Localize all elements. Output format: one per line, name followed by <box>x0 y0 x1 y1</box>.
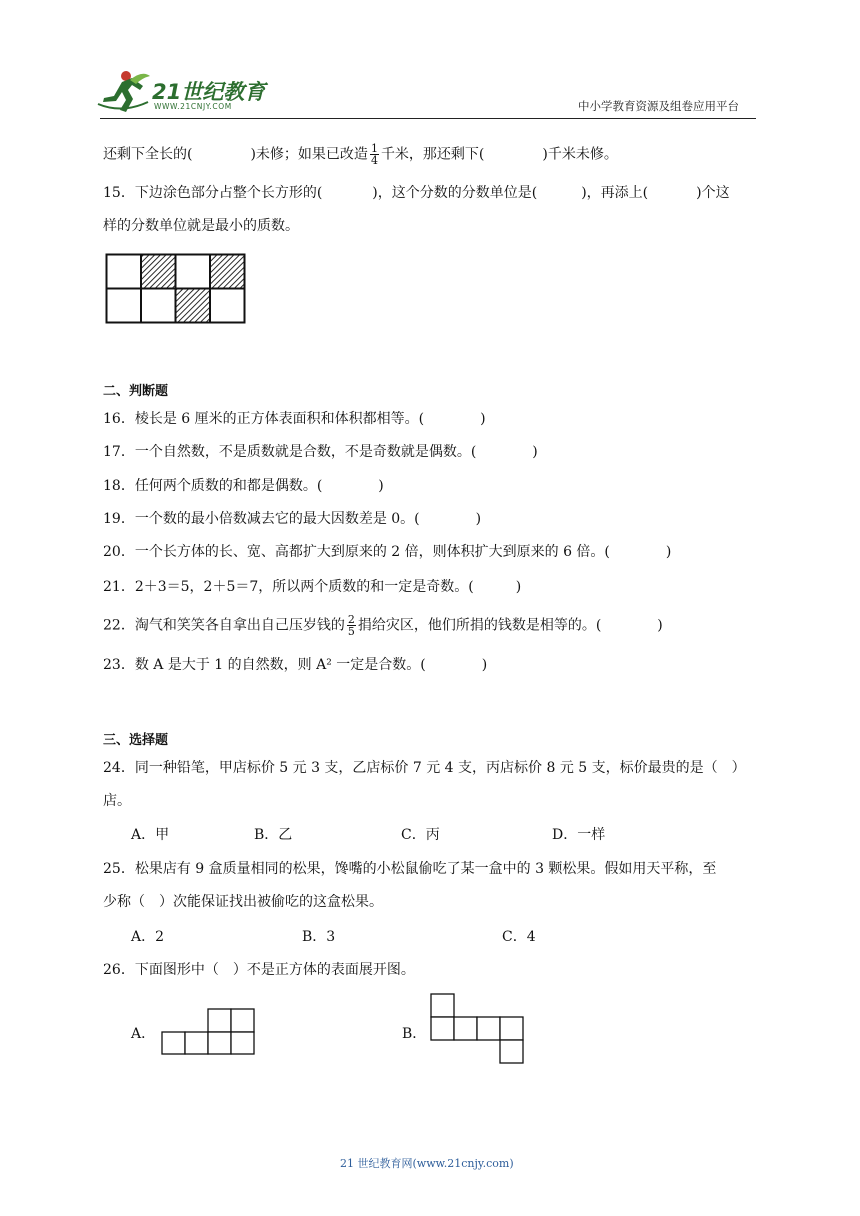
q25-line1: 25．松果店有 9 盒质量相同的松果，馋嘴的小松鼠偷吃了某一盒中的 3 颗松果。假如用天平称，至 <box>103 861 717 877</box>
q26-net-b <box>429 992 525 1066</box>
fraction-two-fifths: $\frac{2}{5}$ <box>347 613 355 638</box>
grid-cell-shaded <box>210 255 245 289</box>
judgment-item-19: 19．一个数的最小倍数减去它的最大因数差是 0。( ) <box>103 511 482 527</box>
q26-net-a <box>160 1007 256 1057</box>
judgment-item-18: 18．任何两个质数的和都是偶数。( ) <box>103 478 384 494</box>
judgment-item-17: 17．一个自然数，不是质数就是合数，不是奇数就是偶数。( ) <box>103 444 538 460</box>
q25-option-c[interactable]: C．4 <box>502 929 536 945</box>
logo-title: 21世纪教育 <box>152 80 266 104</box>
grid-cell-empty <box>176 255 211 289</box>
judgment-item-20: 20．一个长方体的长、宽、高都扩大到原来的 2 倍，则体积扩大到原来的 6 倍。( ) <box>103 544 672 560</box>
q24-option-d[interactable]: D．一样 <box>552 827 606 843</box>
q26-option-a[interactable]: A． <box>131 1026 156 1042</box>
header-logo <box>96 66 266 116</box>
q24-option-c[interactable]: C．丙 <box>401 827 440 843</box>
q15-line2: 样的分数单位就是最小的质数。 <box>103 218 299 234</box>
judgment-item-21: 21．2＋3＝5，2＋5＝7，所以两个质数的和一定是奇数。( ) <box>103 579 522 595</box>
q14-text-a: 还剩下全长的( <box>103 146 193 163</box>
header-divider <box>100 118 756 119</box>
section-choice-title: 三、选择题 <box>103 733 169 748</box>
q26-line1: 26．下面图形中（ ）不是正方体的表面展开图。 <box>103 962 415 978</box>
q25-option-b[interactable]: B．3 <box>302 929 336 945</box>
grid-cell-empty <box>107 289 142 323</box>
section-judgment-title: 二、判断题 <box>103 384 169 399</box>
runner-logo-icon <box>96 68 152 114</box>
q24-option-a[interactable]: A．甲 <box>131 827 170 843</box>
header-platform-text: 中小学教育资源及组卷应用平台 <box>578 99 739 113</box>
judgment-item-23: 23．数 A 是大于 1 的自然数，则 A² 一定是合数。( ) <box>103 657 488 673</box>
grid-cell-empty <box>141 289 176 323</box>
q14-text-d: )千米未修。 <box>542 146 618 163</box>
q26-option-b[interactable]: B． <box>402 1026 427 1042</box>
grid-cell-shaded <box>176 289 211 323</box>
q15-line1: 15．下边涂色部分占整个长方形的( )，这个分数的分数单位是( )，再添上( )个这 <box>103 185 730 201</box>
grid-cell-empty <box>107 255 142 289</box>
q24-option-b[interactable]: B．乙 <box>254 827 293 843</box>
grid-cell-shaded <box>141 255 176 289</box>
q15-rectangle-grid <box>105 253 247 325</box>
q14-text-c: 千米，那还剩下( <box>380 146 485 163</box>
logo-url: WWW.21CNJY.COM <box>154 102 232 111</box>
q14-text-b: )未修；如果已改造 <box>250 146 368 163</box>
judgment-item-16: 16．棱长是 6 厘米的正方体表面积和体积都相等。( ) <box>103 411 486 427</box>
q24-line2: 店。 <box>103 793 131 809</box>
judgment-item-22: 22．淘气和笑笑各自拿出自己压岁钱的 $\frac{2}{5}$ 捐给灾区，他们所捐的钱数是相等的。( ) <box>103 613 663 638</box>
q14-continued <box>103 143 618 166</box>
grid-cell-empty <box>210 289 245 323</box>
q25-line2: 少称（ ）次能保证找出被偷吃的这盒松果。 <box>103 894 383 910</box>
q25-option-a[interactable]: A．2 <box>131 929 165 945</box>
q24-line1: 24．同一种铅笔，甲店标价 5 元 3 支，乙店标价 7 元 4 支，丙店标价 8 元 5 支，标价最贵的是（ ） <box>103 760 746 776</box>
fraction-one-quarter: $\frac{1}{4}$ <box>370 142 378 167</box>
footer-source[interactable]: 21 世纪教育网(www.21cnjy.com) <box>340 1157 514 1170</box>
